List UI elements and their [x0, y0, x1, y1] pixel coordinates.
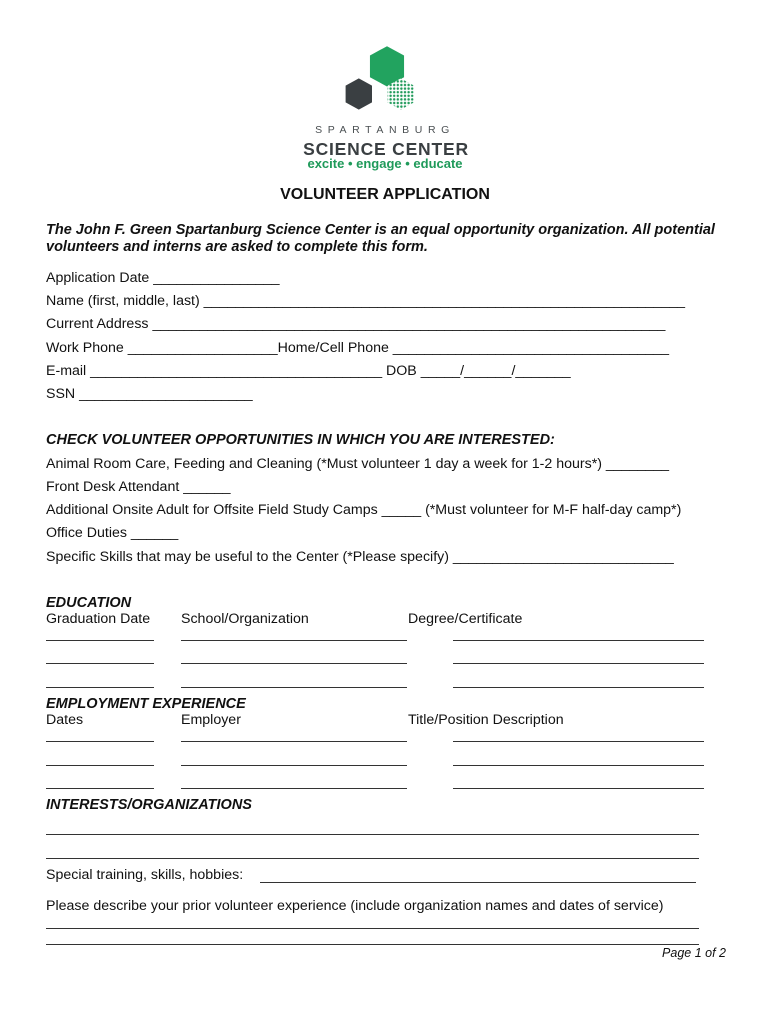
logo-text-spartanburg: SPARTANBURG: [315, 124, 455, 136]
employment-col-dates: Dates: [46, 712, 84, 728]
opportunity-animal-room[interactable]: Animal Room Care, Feeding and Cleaning (*Must volunteer 1 day a week for 1-2 hours*) ________: [46, 456, 670, 472]
education-col-graduation-date: Graduation Date: [46, 611, 151, 627]
employment-line[interactable]: [46, 788, 154, 789]
education-heading: EDUCATION: [46, 595, 132, 611]
interests-line[interactable]: [46, 858, 699, 859]
employment-col-title: Title/Position Description: [408, 712, 564, 728]
special-training-label: Special training, skills, hobbies:: [46, 867, 244, 883]
application-date-field[interactable]: Application Date ________________: [46, 270, 280, 286]
education-col-degree: Degree/Certificate: [408, 611, 523, 627]
education-line[interactable]: [46, 687, 154, 688]
ssn-field[interactable]: SSN ______________________: [46, 386, 253, 402]
prior-volunteer-label: Please describe your prior volunteer experience (include organization names and dates of service): [46, 898, 664, 914]
opportunity-front-desk[interactable]: Front Desk Attendant ______: [46, 479, 231, 495]
page-title: VOLUNTEER APPLICATION: [280, 186, 490, 203]
employment-line[interactable]: [46, 741, 154, 742]
prior-volunteer-line[interactable]: [46, 928, 699, 929]
employment-line[interactable]: [181, 765, 407, 766]
name-field[interactable]: Name (first, middle, last) _____________________________________________________________: [46, 293, 685, 309]
employment-line[interactable]: [453, 788, 704, 789]
interests-line[interactable]: [46, 834, 699, 835]
page-number: Page 1 of 2: [662, 946, 726, 960]
education-line[interactable]: [46, 640, 154, 641]
prior-volunteer-line[interactable]: [46, 944, 699, 945]
email-dob-fields[interactable]: E-mail _____________________________________ DOB _____/______/_______: [46, 363, 571, 379]
employment-line[interactable]: [453, 741, 704, 742]
current-address-field[interactable]: Current Address _________________________________________________________________: [46, 316, 666, 332]
logo-tagline: excite • engage • educate: [307, 156, 463, 171]
logo-text-science-center: SCIENCE CENTER: [303, 139, 469, 159]
employment-line[interactable]: [181, 741, 407, 742]
education-line[interactable]: [453, 687, 704, 688]
education-line[interactable]: [181, 687, 407, 688]
special-training-line[interactable]: [260, 882, 696, 883]
employment-col-employer: Employer: [181, 712, 241, 728]
employment-line[interactable]: [181, 788, 407, 789]
employment-heading: EMPLOYMENT EXPERIENCE: [46, 696, 246, 712]
education-line[interactable]: [453, 663, 704, 664]
hexagon-logo-icon: [294, 40, 494, 120]
education-line[interactable]: [453, 640, 704, 641]
interests-heading: INTERESTS/ORGANIZATIONS: [46, 797, 252, 813]
intro-statement: The John F. Green Spartanburg Science Center is an equal opportunity organization. All potential volunteers and interns are asked to complete this form.: [46, 222, 715, 255]
opportunity-office-duties[interactable]: Office Duties ______: [46, 525, 179, 541]
employment-line[interactable]: [453, 765, 704, 766]
education-line[interactable]: [46, 663, 154, 664]
education-line[interactable]: [181, 640, 407, 641]
phone-fields[interactable]: Work Phone ___________________Home/Cell Phone ___________________________________: [46, 340, 669, 356]
education-col-school: School/Organization: [181, 611, 309, 627]
opportunities-heading: CHECK VOLUNTEER OPPORTUNITIES IN WHICH YOU ARE INTERESTED:: [46, 432, 555, 448]
education-line[interactable]: [181, 663, 407, 664]
opportunity-specific-skills[interactable]: Specific Skills that may be useful to the Center (*Please specify) ____________________________: [46, 549, 674, 565]
employment-line[interactable]: [46, 765, 154, 766]
opportunity-field-study[interactable]: Additional Onsite Adult for Offsite Field Study Camps _____ (*Must volunteer for M-F half-day camp*): [46, 502, 682, 518]
